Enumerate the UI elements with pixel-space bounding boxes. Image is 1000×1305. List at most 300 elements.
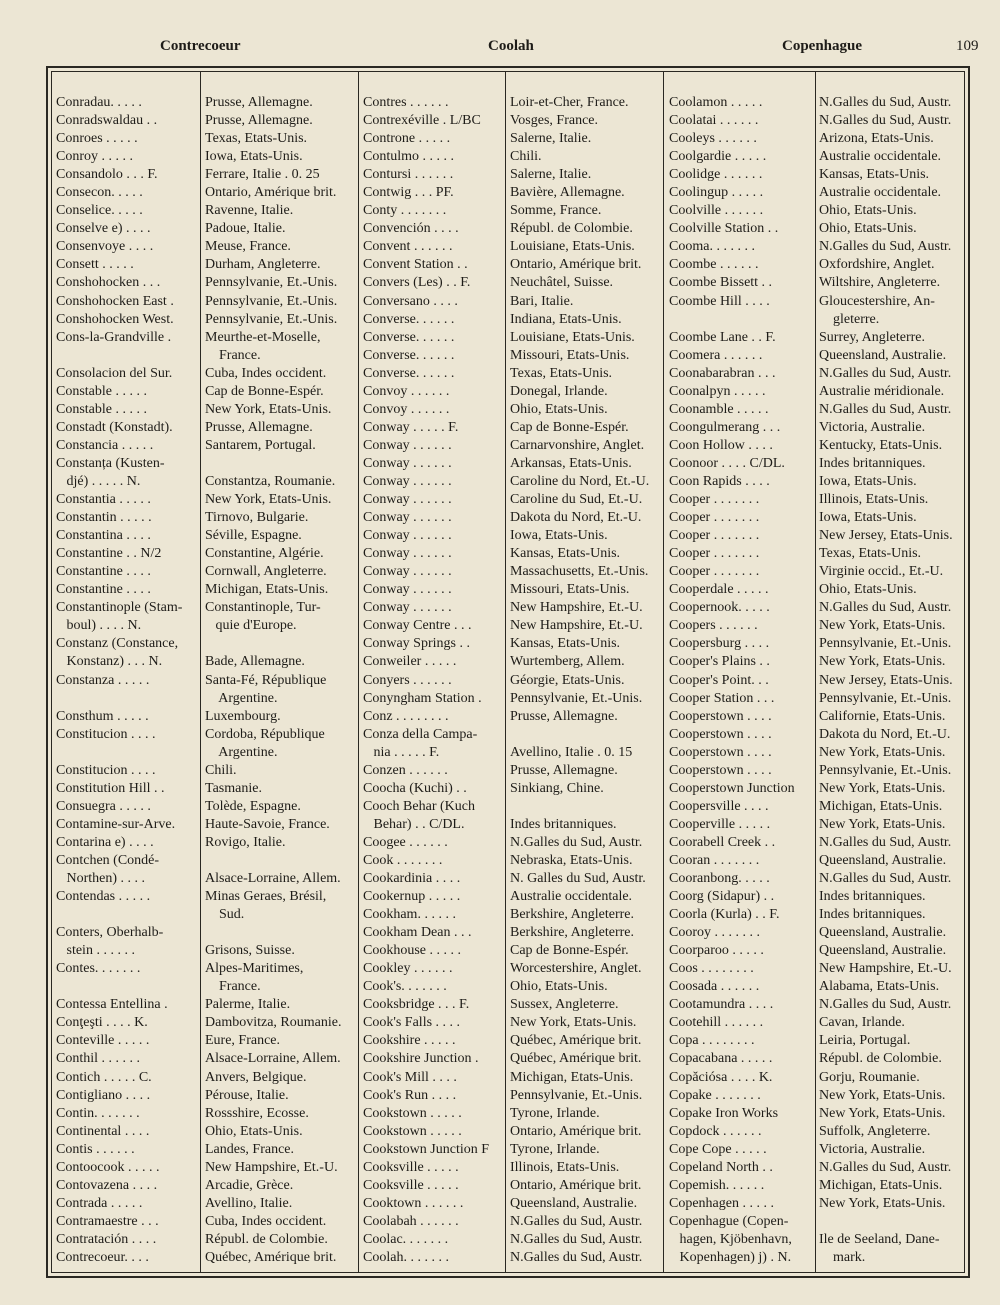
- list-item: [669, 491, 971, 509]
- list-item: [363, 581, 662, 599]
- place-name: Copenhagen . . . . .: [669, 1195, 774, 1211]
- list-item: [56, 924, 355, 960]
- list-item: [669, 960, 971, 978]
- place-name: Conway . . . . . .: [363, 600, 452, 616]
- place-location: Iowa, Etats-Unis.: [819, 510, 917, 526]
- place-name: Constable . . . . .: [56, 401, 147, 417]
- place-location: Ravenne, Italie.: [205, 203, 294, 219]
- place-location: Argentine.: [205, 744, 278, 760]
- list-item: [669, 166, 971, 184]
- place-name: Converse. . . . . .: [363, 347, 455, 363]
- place-location: Indiana, Etats-Unis.: [510, 311, 622, 327]
- list-item: [56, 401, 355, 419]
- list-item: [56, 563, 355, 581]
- list-item: [363, 509, 662, 527]
- list-item: [363, 708, 662, 726]
- place-name: Contramaestre . . .: [56, 1213, 159, 1229]
- place-name: Conzen . . . . . .: [363, 762, 448, 778]
- place-name: Cookstown Junction F: [363, 1141, 490, 1157]
- place-location: Cavan, Irlande.: [819, 1015, 905, 1031]
- place-location: Meurthe-et-Moselle,: [205, 329, 321, 345]
- list-item: [363, 166, 662, 184]
- place-name: Cootamundra . . . .: [669, 997, 774, 1013]
- list-item: [363, 311, 662, 329]
- place-location: Michigan, Etats-Unis.: [510, 1069, 634, 1085]
- place-name: stein . . . . . .: [56, 943, 135, 959]
- place-location: N.Galles du Sud, Austr.: [510, 1213, 643, 1229]
- place-name: Coombe Hill . . . .: [669, 293, 770, 309]
- place-location: Républ. de Colombie.: [510, 221, 633, 237]
- place-location: N.Galles du Sud, Austr.: [819, 871, 952, 887]
- list-item: [363, 256, 662, 274]
- place-name: Conza della Campa-: [363, 726, 478, 742]
- place-location: Cap de Bonne-Espér.: [510, 943, 629, 959]
- list-item: [56, 960, 355, 996]
- list-item: [669, 635, 971, 653]
- place-name: Cooper's Plains . .: [669, 654, 770, 670]
- place-location: Australie occidentale.: [819, 185, 942, 201]
- place-name: Cook's Mill . . . .: [363, 1069, 457, 1085]
- place-location: Queensland, Australie.: [510, 1195, 638, 1211]
- place-name: Conz . . . . . . . .: [363, 708, 449, 724]
- list-item: [363, 1159, 662, 1177]
- list-item: [363, 888, 662, 906]
- list-item: [56, 1087, 355, 1105]
- place-name: Cookstown . . . . .: [363, 1123, 462, 1139]
- place-name: Coombe Lane . . F.: [669, 329, 776, 345]
- place-location: Kansas, Etats-Unis.: [819, 167, 930, 183]
- gazetteer-column-1: [56, 94, 355, 1267]
- place-name: Konstanz) . . . N.: [56, 654, 163, 670]
- place-name: Cooleys . . . . . .: [669, 131, 757, 147]
- list-item: [669, 473, 971, 491]
- place-name: Coonoor . . . . C/DL.: [669, 455, 785, 471]
- place-name: Conyers . . . . . .: [363, 672, 452, 688]
- place-name: Cooperstown . . . .: [669, 726, 772, 742]
- place-location: New Jersey, Etats-Unis.: [819, 672, 953, 688]
- place-name: Copăciósa . . . . K.: [669, 1069, 773, 1085]
- list-item: [363, 635, 662, 653]
- place-location: Chili.: [205, 762, 237, 778]
- list-item: [669, 220, 971, 238]
- list-item: [56, 419, 355, 437]
- place-name: Convers (Les) . . F.: [363, 275, 471, 291]
- place-location: Chili.: [510, 149, 542, 165]
- place-name: Contratación . . . .: [56, 1231, 157, 1247]
- list-item: [669, 744, 971, 762]
- place-name: Conway . . . . . .: [363, 455, 452, 471]
- place-location: Tirnovo, Bulgarie.: [205, 510, 309, 526]
- list-item: [669, 419, 971, 437]
- list-item: [56, 708, 355, 726]
- place-location: Texas, Etats-Unis.: [510, 365, 613, 381]
- column-divider: [663, 71, 664, 1273]
- list-item: [669, 527, 971, 545]
- list-item: [363, 545, 662, 563]
- place-location: Vosges, France.: [510, 113, 599, 129]
- list-item: [669, 329, 971, 347]
- place-name: Consthum . . . . .: [56, 708, 149, 724]
- place-name: boul) . . . . N.: [56, 618, 142, 634]
- list-item: [669, 94, 971, 112]
- list-item: [56, 166, 355, 184]
- list-item: [669, 906, 971, 924]
- place-name: Cooch Behar (Kuch: [363, 798, 475, 814]
- place-name: Cooperstown . . . .: [669, 708, 772, 724]
- page-number: 109: [956, 38, 979, 54]
- list-item: [363, 329, 662, 347]
- place-location: N.Galles du Sud, Austr.: [510, 1231, 643, 1247]
- column-divider: [358, 71, 359, 1273]
- place-location: Donegal, Irlande.: [510, 383, 608, 399]
- list-item: [56, 996, 355, 1014]
- place-location: Nebraska, Etats-Unis.: [510, 852, 633, 868]
- place-name: Constadt (Konstadt).: [56, 419, 173, 435]
- place-name: Convent Station . .: [363, 257, 468, 273]
- place-location: Avellino, Italie . 0. 15: [510, 744, 633, 760]
- list-item: [56, 274, 355, 292]
- place-name: Cooper Station . . .: [669, 690, 775, 706]
- place-name: Coorg (Sidapur) . .: [669, 889, 775, 905]
- place-location: Québec, Amérique brit.: [510, 1051, 642, 1067]
- place-name: Coolingup . . . . .: [669, 185, 764, 201]
- place-name: Constantine . . . .: [56, 564, 151, 580]
- place-location: Prusse, Allemagne.: [205, 419, 313, 435]
- place-location: Québec, Amérique brit.: [510, 1033, 642, 1049]
- list-item: [363, 617, 662, 635]
- place-location: Arkansas, Etats-Unis.: [510, 455, 632, 471]
- place-location: Carnarvonshire, Anglet.: [510, 437, 645, 453]
- place-name: Conshohocken . . .: [56, 275, 161, 291]
- place-name: Behar) . . C/DL.: [363, 816, 465, 832]
- place-name: Cook's Run . . . .: [363, 1087, 457, 1103]
- place-name: Cooperdale . . . . .: [669, 582, 769, 598]
- place-location: Sinkiang, Chine.: [510, 780, 604, 796]
- list-item: [56, 1014, 355, 1032]
- place-name: Converse. . . . . .: [363, 329, 455, 345]
- list-item: [669, 1141, 971, 1159]
- place-location: Arcadie, Grèce.: [205, 1177, 294, 1193]
- place-name: Cookham. . . . . .: [363, 907, 456, 923]
- place-name: Contes. . . . . . .: [56, 961, 141, 977]
- list-item: [363, 383, 662, 401]
- place-name: Conshohocken West.: [56, 311, 174, 327]
- place-name: Copemish. . . . . .: [669, 1177, 765, 1193]
- place-location: quie d'Europe.: [205, 618, 297, 634]
- place-location: New York, Etats-Unis.: [819, 1195, 946, 1211]
- list-item: [363, 870, 662, 888]
- place-name: Contessa Entellina .: [56, 997, 168, 1013]
- list-item: [669, 888, 971, 906]
- place-location: Bade, Allemagne.: [205, 654, 305, 670]
- place-name: Cookernup . . . . .: [363, 889, 461, 905]
- list-item: [56, 491, 355, 509]
- place-name: Constanța (Kusten-: [56, 455, 165, 471]
- list-item: [669, 690, 971, 708]
- list-item: [56, 455, 355, 491]
- list-item: [669, 708, 971, 726]
- list-item: [363, 1231, 662, 1249]
- place-name: Cooper . . . . . . .: [669, 510, 760, 526]
- list-item: [363, 1087, 662, 1105]
- place-name: Cooper . . . . . . .: [669, 564, 760, 580]
- place-name: Cookhouse . . . . .: [363, 943, 461, 959]
- list-item: [56, 509, 355, 527]
- list-item: [363, 1249, 662, 1267]
- place-name: Conty . . . . . . .: [363, 203, 447, 219]
- place-name: Cooma. . . . . . .: [669, 239, 755, 255]
- place-name: Contwig . . . PF.: [363, 185, 454, 201]
- place-name: Coon Rapids . . . .: [669, 473, 770, 489]
- place-location: Cuba, Indes occident.: [205, 1213, 327, 1229]
- place-location: Cornwall, Angleterre.: [205, 564, 327, 580]
- place-name: Contoocook . . . . .: [56, 1159, 160, 1175]
- place-name: Coonabarabran . . .: [669, 365, 776, 381]
- list-item: [669, 509, 971, 527]
- place-location: New Jersey, Etats-Unis.: [819, 528, 953, 544]
- place-location: N. Galles du Sud, Austr.: [510, 871, 646, 887]
- place-location: Wiltshire, Angleterre.: [819, 275, 941, 291]
- list-item: [56, 527, 355, 545]
- gazetteer-column-2: [363, 94, 662, 1267]
- place-name: Consenvoye . . . .: [56, 239, 154, 255]
- place-name: Cooperstown . . . .: [669, 762, 772, 778]
- list-item: [363, 1195, 662, 1213]
- place-location: Queensland, Australie.: [819, 943, 947, 959]
- place-name: Controne . . . . .: [363, 131, 451, 147]
- list-item: [56, 834, 355, 852]
- place-location: Pennsylvanie, Et.-Unis.: [819, 762, 952, 778]
- list-item: [363, 780, 662, 798]
- list-item: [363, 762, 662, 780]
- place-location: N.Galles du Sud, Austr.: [819, 834, 952, 850]
- place-name: Constantine . . N/2: [56, 546, 162, 562]
- place-name: Conversano . . . .: [363, 293, 458, 309]
- place-name: Cope Cope . . . . .: [669, 1141, 767, 1157]
- place-name: Coopersville . . . .: [669, 798, 769, 814]
- place-name: Contulmo . . . . .: [363, 149, 455, 165]
- place-name: Coorla (Kurla) . . F.: [669, 907, 780, 923]
- place-location: New York, Etats-Unis.: [205, 401, 332, 417]
- place-name: Coonamble . . . . .: [669, 401, 769, 417]
- place-name: Coos . . . . . . . .: [669, 961, 754, 977]
- list-item: [669, 202, 971, 220]
- place-location: Iowa, Etats-Unis.: [510, 528, 608, 544]
- place-location: New York, Etats-Unis.: [819, 1105, 946, 1121]
- place-location: Louisiane, Etats-Unis.: [510, 329, 635, 345]
- list-item: [56, 184, 355, 202]
- place-name: Consuegra . . . . .: [56, 798, 151, 814]
- list-item: [669, 1123, 971, 1141]
- place-name: Cooroy . . . . . . .: [669, 925, 760, 941]
- place-name: Cootehill . . . . . .: [669, 1015, 764, 1031]
- list-item: [363, 1032, 662, 1050]
- place-name: Contchen (Condé-: [56, 852, 160, 868]
- place-location: Indes britanniques.: [819, 907, 926, 923]
- place-name: Copake . . . . . . .: [669, 1087, 761, 1103]
- place-location: Ferrare, Italie . 0. 25: [205, 167, 320, 183]
- place-name: Contis . . . . . .: [56, 1141, 135, 1157]
- list-item: [669, 581, 971, 599]
- place-location: Michigan, Etats-Unis.: [819, 798, 943, 814]
- place-name: Contin. . . . . . .: [56, 1105, 140, 1121]
- place-name: Conway Springs . .: [363, 636, 470, 652]
- list-item: [56, 816, 355, 834]
- list-item: [363, 1177, 662, 1195]
- list-item: [363, 653, 662, 671]
- place-location: Tyrone, Irlande.: [510, 1141, 600, 1157]
- place-location: France.: [205, 347, 261, 363]
- place-name: Convención . . . .: [363, 221, 459, 237]
- place-location: Argentine.: [205, 690, 278, 706]
- list-item: [363, 184, 662, 202]
- list-item: [363, 94, 662, 112]
- place-location: Illinois, Etats-Unis.: [819, 492, 929, 508]
- list-item: [56, 726, 355, 762]
- place-name: Copdock . . . . . .: [669, 1123, 762, 1139]
- list-item: [669, 996, 971, 1014]
- place-name: Copacabana . . . . .: [669, 1051, 773, 1067]
- place-location: Prusse, Allemagne.: [205, 113, 313, 129]
- place-location: Salerne, Italie.: [510, 131, 592, 147]
- place-location: Missouri, Etats-Unis.: [510, 582, 630, 598]
- place-name: Coolville Station . .: [669, 221, 779, 237]
- place-location: New York, Etats-Unis.: [819, 654, 946, 670]
- place-name: Coolamon . . . . .: [669, 95, 763, 110]
- list-item: [363, 1050, 662, 1068]
- list-item: [56, 365, 355, 383]
- place-name: Cons-la-Grandville .: [56, 329, 172, 345]
- place-name: Converse. . . . . .: [363, 365, 455, 381]
- list-item: [56, 94, 355, 112]
- place-name: Conteville . . . . .: [56, 1033, 150, 1049]
- place-location: Salerne, Italie.: [510, 167, 592, 183]
- place-location: Pennsylvanie, Et.-Unis.: [819, 636, 952, 652]
- list-item: [363, 1141, 662, 1159]
- place-name: Coolatai . . . . . .: [669, 113, 759, 129]
- place-location: N.Galles du Sud, Austr.: [819, 997, 952, 1013]
- list-item: [669, 274, 971, 292]
- list-item: [669, 816, 971, 834]
- place-name: Contendas . . . . .: [56, 889, 151, 905]
- place-location: Ohio, Etats-Unis.: [510, 979, 608, 995]
- list-item: [363, 672, 662, 690]
- list-item: [363, 1105, 662, 1123]
- list-item: [56, 780, 355, 798]
- place-location: Ohio, Etats-Unis.: [819, 221, 917, 237]
- place-location: New Hampshire, Et.-U.: [819, 961, 952, 977]
- place-name: Constanz (Constance,: [56, 636, 179, 652]
- place-location: Landes, France.: [205, 1141, 295, 1157]
- place-name: Cooperstown Junction: [669, 780, 795, 796]
- list-item: [669, 762, 971, 780]
- place-location: Tolède, Espagne.: [205, 798, 301, 814]
- place-location: Louisiane, Etats-Unis.: [510, 239, 635, 255]
- list-item: [56, 1231, 355, 1249]
- place-name: Coogee . . . . . .: [363, 834, 448, 850]
- place-name: Cooksville . . . . .: [363, 1159, 459, 1175]
- place-name: Cooper . . . . . . .: [669, 528, 760, 544]
- place-name: Contrada . . . . .: [56, 1195, 143, 1211]
- place-location: Républ. de Colombie.: [819, 1051, 942, 1067]
- place-name: Coorparoo . . . . .: [669, 943, 764, 959]
- place-name: hagen, Kjöbenhavn,: [669, 1231, 792, 1247]
- list-item: [56, 798, 355, 816]
- place-location: Républ. de Colombie.: [205, 1231, 328, 1247]
- place-location: Californie, Etats-Unis.: [819, 708, 946, 724]
- list-item: [363, 293, 662, 311]
- place-location: Ontario, Amérique brit.: [510, 257, 642, 273]
- place-name: Cookham Dean . . .: [363, 925, 472, 941]
- place-location: Pennsylvanie, Et.-Unis.: [205, 293, 338, 309]
- place-name: Constantine . . . .: [56, 582, 151, 598]
- place-location: Dakota du Nord, Et.-U.: [510, 510, 642, 526]
- place-location: Prusse, Allemagne.: [205, 95, 313, 110]
- place-name: Conway . . . . . .: [363, 473, 452, 489]
- list-item: [669, 978, 971, 996]
- place-name: Cooranbong. . . . .: [669, 871, 770, 887]
- place-location: Pennsylvanie, Et.-Unis.: [205, 275, 338, 291]
- list-item: [56, 1249, 355, 1267]
- place-location: Wurtemberg, Allem.: [510, 654, 625, 670]
- place-name: Conway . . . . . .: [363, 546, 452, 562]
- place-name: Conway . . . . . .: [363, 510, 452, 526]
- list-item: [56, 1032, 355, 1050]
- place-location: Alsace-Lorraine, Allem.: [205, 870, 341, 886]
- list-item: [363, 1213, 662, 1231]
- place-name: Consandolo . . . F.: [56, 167, 158, 183]
- place-name: Cooran . . . . . . .: [669, 852, 760, 868]
- place-name: Cooperville . . . . .: [669, 816, 771, 832]
- list-item: [56, 383, 355, 401]
- list-item: [56, 256, 355, 274]
- list-item: [363, 1123, 662, 1141]
- gazetteer-column-3: [669, 94, 971, 1267]
- place-name: Cooper . . . . . . .: [669, 546, 760, 562]
- place-location: Tasmanie.: [205, 780, 262, 796]
- place-name: Conradau. . . . .: [56, 95, 142, 110]
- place-location: Bavière, Allemagne.: [510, 185, 625, 201]
- place-location: Pennsylvanie, Et.-Unis.: [819, 690, 952, 706]
- list-item: [669, 1213, 971, 1267]
- place-name: Coongulmerang . . .: [669, 419, 781, 435]
- list-item: [669, 780, 971, 798]
- list-item: [56, 1123, 355, 1141]
- place-location: New York, Etats-Unis.: [819, 744, 946, 760]
- place-name: Cooper . . . . . . .: [669, 492, 760, 508]
- list-item: [363, 112, 662, 130]
- list-item: [669, 238, 971, 256]
- place-location: Caroline du Sud, Et.-U.: [510, 492, 643, 508]
- place-location: Iowa, Etats-Unis.: [205, 149, 303, 165]
- place-location: Durham, Angleterre.: [205, 257, 321, 273]
- list-item: [363, 563, 662, 581]
- place-name: Conway . . . . . .: [363, 492, 452, 508]
- list-item: [669, 834, 971, 852]
- place-location: Sud.: [205, 907, 245, 923]
- place-location: New Hampshire, Et.-U.: [205, 1159, 338, 1175]
- place-name: Contich . . . . . C.: [56, 1069, 152, 1085]
- list-item: [669, 437, 971, 455]
- place-name: Constancia . . . . .: [56, 437, 154, 453]
- list-item: [56, 852, 355, 888]
- list-item: [669, 653, 971, 671]
- place-location: New Hampshire, Et.-U.: [510, 618, 643, 634]
- place-name: Consett . . . . .: [56, 257, 134, 273]
- place-location: New York, Etats-Unis.: [819, 780, 946, 796]
- place-name: Coorabell Creek . .: [669, 834, 776, 850]
- place-location: N.Galles du Sud, Austr.: [819, 239, 952, 255]
